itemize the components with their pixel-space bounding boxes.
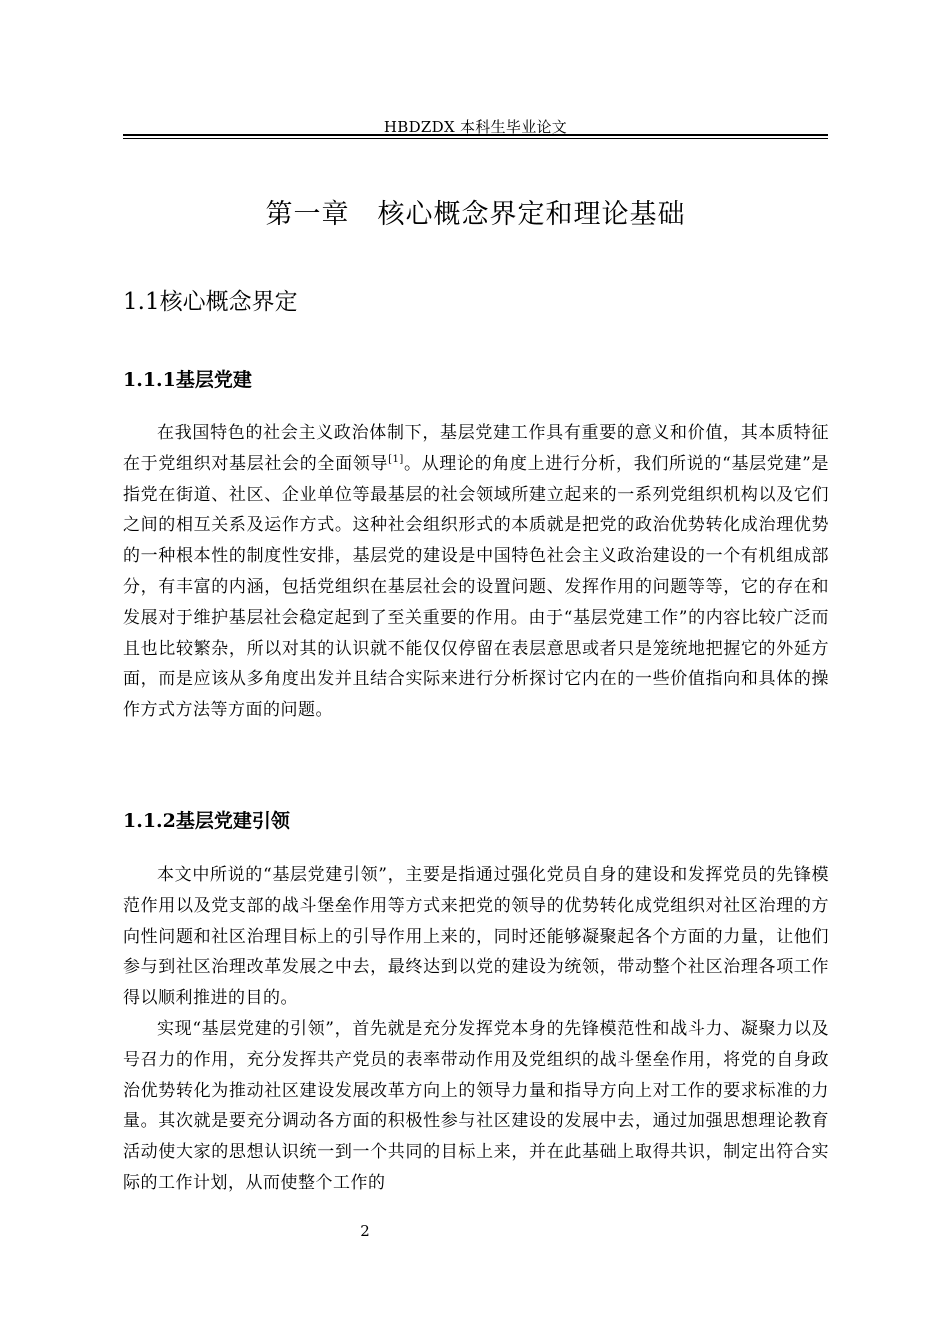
paragraph-leadership-definition: 本文中所说的“基层党建引领”，主要是指通过强化党员自身的建设和发挥党员的先锋模范作用以及党支部的战斗堡垒作用等方式来把党的领导的优势转化成党组织对社区治理的方向性问题和社区治理目标上的引导作用上来的，同时还能够凝聚起各个方面的力量，让他们参与到社区治理改革发展之中去，最终达到以党的建设为统领，带动整个社区治理各项工作得以顺利推进的目的。 bbox=[123, 865, 829, 1009]
chapter-title: 第一章 核心概念界定和理论基础 bbox=[265, 199, 686, 230]
subsection-number: 1.1.1 bbox=[123, 369, 176, 391]
subsection-heading-2 bbox=[123, 806, 290, 833]
page-number: 2 bbox=[360, 1222, 370, 1240]
subsection-title: 基层党建 bbox=[175, 369, 252, 391]
citation-ref[interactable]: [1] bbox=[388, 453, 404, 465]
paragraph-text: 在我国特色的社会主义政治体制下，基层党建工作具有重要的意义和价值，其本质特征在于党组织对基层社会的全面领导 bbox=[123, 423, 829, 474]
subsection-title: 基层党建引领 bbox=[175, 810, 290, 832]
paragraph-basic-party-building bbox=[123, 418, 829, 726]
subsection-heading-1 bbox=[123, 365, 252, 392]
header-rule bbox=[123, 134, 828, 136]
paragraph-text: 。从理论的角度上进行分析，我们所说的“基层党建”是指党在街道、社区、企业单位等最基层的社会领域所建立起来的一系列党组织机构以及它们之间的相互关系及运作方式。这种社会组织形式的本质就是把党的政治优势转化成治理优势的一种根本性的制度性安排，基层党的建设是中国特色社会主义政治建设的一个有机组成部分，有丰富的内涵，包括党组织在基层社会的设置问题、发挥作用的问题等等，它的存在和发展对于维护基层社会稳定起到了至关重要的作用。由于“基层党建工作”的内容比较广泛而且也比较繁杂，所以对其的认识就不能仅仅停留在表层意思或者只是笼统地把握它的外延方面，而是应该从多角度出发并且结合实际来进行分析探讨它内在的一些价值指向和具体的操作方式方法等方面的问题。 bbox=[123, 453, 829, 721]
section-title: 核心概念界定 bbox=[159, 289, 298, 315]
header-rule-thin bbox=[123, 138, 828, 139]
section-number: 1.1 bbox=[123, 289, 160, 315]
section-heading bbox=[123, 283, 298, 316]
page-header: HBDZDX 本科生毕业论文 bbox=[383, 118, 568, 136]
subsection-number: 1.1.2 bbox=[123, 810, 176, 832]
paragraph-leadership-implementation: 实现“基层党建的引领”，首先就是充分发挥党本身的先锋模范性和战斗力、凝聚力以及号召力的作用，充分发挥共产党员的表率带动作用及党组织的战斗堡垒作用，将党的自身政治优势转化为推动社区建设发展改革方向上的领导力量和指导方向上对工作的要求标准的力量。其次就是要充分调动各方面的积极性参与社区建设的发展中去，通过加强思想理论教育活动使大家的思想认识统一到一个共同的目标上来，并在此基础上取得共识，制定出符合实际的工作计划，从而使整个工作的 bbox=[123, 1019, 829, 1193]
